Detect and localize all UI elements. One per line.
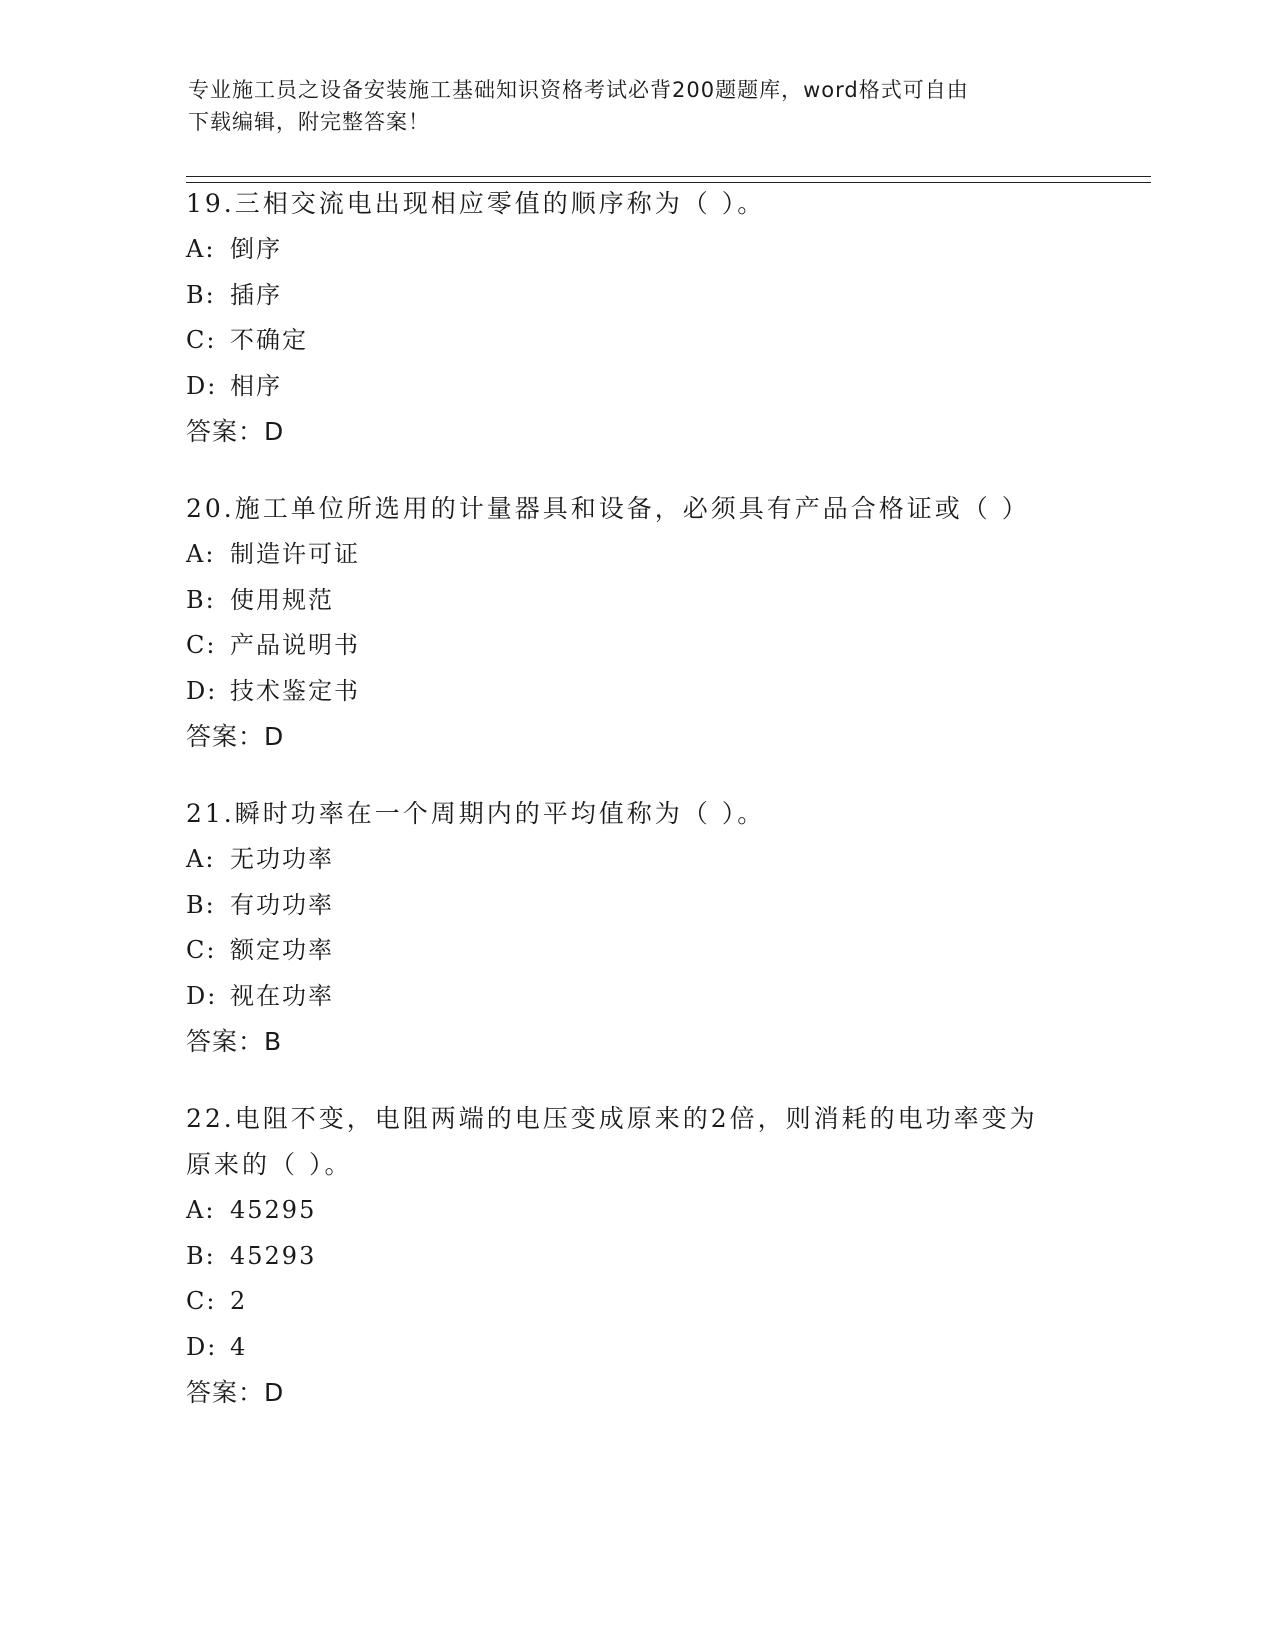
question-stem: 21.瞬时功率在一个周期内的平均值称为（ ）。: [186, 799, 766, 828]
question-stem: 19.三相交流电出现相应零值的顺序称为（ ）。: [186, 189, 766, 218]
answer-line: 答案：D: [186, 417, 285, 446]
option-text: 制造许可证: [230, 540, 360, 568]
option-letter: D:: [186, 371, 218, 400]
option-b: [186, 883, 1086, 929]
option-b: [186, 578, 1086, 624]
option-text: 相序: [230, 371, 282, 400]
option-letter: D:: [186, 676, 218, 705]
answer-line: 答案：D: [186, 722, 285, 751]
option-text: 4: [230, 1332, 248, 1361]
option-letter: D:: [186, 981, 218, 1010]
option-letter: C:: [186, 631, 217, 659]
question-stem-line-2: 原来的（ ）。: [186, 1150, 353, 1179]
question-19: [186, 181, 1086, 455]
option-text: 使用规范: [230, 585, 334, 614]
option-letter: A:: [186, 845, 216, 873]
question-21: [186, 791, 1086, 1065]
header-rule-top: [186, 176, 1151, 177]
option-text: 2: [230, 1287, 248, 1315]
option-text: 45293: [230, 1241, 317, 1270]
option-letter: B:: [186, 585, 216, 614]
option-c: [186, 928, 1086, 974]
question-stem: 20.施工单位所选用的计量器具和设备，必须具有产品合格证或（ ）: [186, 494, 1030, 523]
option-letter: B:: [186, 890, 216, 919]
option-text: 额定功率: [230, 936, 334, 964]
option-c: [186, 623, 1086, 669]
option-letter: A:: [186, 540, 216, 568]
answer-line: 答案：B: [186, 1027, 283, 1056]
option-a: [186, 532, 1086, 578]
option-text: 倒序: [230, 235, 282, 263]
header-line-1: 专业施工员之设备安装施工基础知识资格考试必背200题题库，word格式可自由: [188, 78, 969, 102]
option-letter: A:: [186, 235, 216, 263]
answer-line: 答案：D: [186, 1378, 285, 1407]
option-b: [186, 1234, 1086, 1280]
option-text: 不确定: [230, 326, 308, 354]
option-a: [186, 1188, 1086, 1234]
option-d: [186, 364, 1086, 410]
option-d: [186, 974, 1086, 1020]
option-letter: A:: [186, 1196, 216, 1224]
header-line-2: 下载编辑，附完整答案！: [188, 110, 430, 134]
option-text: 无功功率: [230, 845, 334, 873]
option-c: [186, 1279, 1086, 1325]
option-a: [186, 227, 1086, 273]
option-letter: C:: [186, 936, 217, 964]
option-a: [186, 837, 1086, 883]
option-d: [186, 1325, 1086, 1371]
option-text: 视在功率: [230, 981, 334, 1010]
option-c: [186, 318, 1086, 364]
option-d: [186, 669, 1086, 715]
option-text: 45295: [230, 1196, 317, 1224]
option-letter: C:: [186, 1287, 217, 1315]
option-text: 技术鉴定书: [230, 676, 360, 705]
option-letter: B:: [186, 1241, 216, 1270]
question-stem-line-1: 22.电阻不变，电阻两端的电压变成原来的2倍，则消耗的电功率变为: [186, 1104, 1038, 1133]
option-letter: D:: [186, 1332, 218, 1361]
option-text: 有功功率: [230, 890, 334, 919]
option-text: 插序: [230, 280, 282, 309]
option-b: [186, 273, 1086, 319]
question-22: [186, 1096, 1086, 1416]
option-letter: C:: [186, 326, 217, 354]
document-header: [188, 74, 1068, 138]
option-letter: B:: [186, 280, 216, 309]
question-20: [186, 486, 1086, 760]
option-text: 产品说明书: [230, 631, 360, 659]
